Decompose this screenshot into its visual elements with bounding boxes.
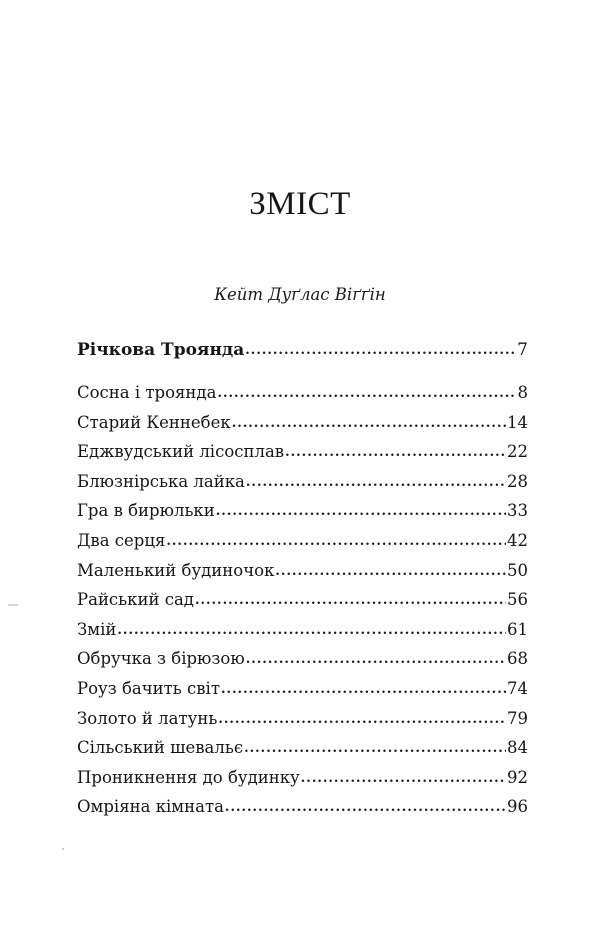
toc-entry: [77, 413, 528, 443]
toc-entry-page: 61: [507, 619, 528, 639]
toc-entry-title: Сільський шевальє: [77, 738, 244, 758]
toc-entry-title: Еджвудський лісосплав: [77, 442, 285, 462]
dot-leader: [225, 796, 506, 815]
dot-leader: [246, 648, 506, 667]
toc-entry: [77, 620, 528, 650]
toc-entry-page: 14: [507, 412, 528, 432]
toc-entry-page: 56: [507, 590, 528, 610]
dot-leader: [232, 412, 506, 431]
toc-entry-title: Сосна і троянда: [77, 383, 217, 402]
toc-part-title: Річкова Троянда: [77, 340, 245, 360]
toc-entry-title: Райський сад: [77, 590, 194, 610]
toc-entry-page: 68: [507, 649, 528, 669]
toc-entry-page: 8: [517, 383, 528, 402]
toc-entry-title: Старий Кеннебек: [77, 412, 231, 432]
toc-entry: [77, 797, 528, 827]
dot-leader: [245, 339, 516, 359]
toc-entry-title: Золото й латунь: [77, 708, 218, 728]
toc-entry-page: 96: [507, 797, 528, 817]
dot-leader: [195, 589, 506, 608]
toc-entry: [77, 531, 528, 561]
toc-entry: [77, 709, 528, 739]
toc-entry: [77, 590, 528, 620]
toc-entry-title: Гра в бирюльки: [77, 501, 215, 521]
page-title: ЗМІСТ: [249, 186, 351, 222]
dot-leader: [244, 737, 506, 756]
dot-leader: [301, 767, 506, 786]
dot-leader: [166, 530, 506, 549]
dot-leader: [217, 382, 516, 401]
toc-entry: [77, 501, 528, 531]
toc-entry-page: 50: [507, 560, 528, 580]
toc-entry-page: 28: [507, 471, 528, 491]
dot-leader: [117, 619, 506, 638]
scan-speck: [8, 604, 18, 606]
toc-entry: [77, 768, 528, 798]
scan-speck: [62, 848, 64, 850]
toc-entry-page: 84: [507, 738, 528, 758]
dot-leader: [275, 560, 506, 579]
dot-leader: [246, 471, 506, 490]
toc-entry: [77, 472, 528, 502]
author-name: Кейт Дуґлас Віґґін: [214, 285, 386, 304]
toc-entry: [77, 561, 528, 591]
toc-entry-title: Обручка з бірюзою: [77, 649, 245, 669]
toc-entry: [77, 738, 528, 768]
toc-part-entry: [77, 340, 528, 383]
toc-entry-title: Проникнення до будинку: [77, 767, 300, 787]
dot-leader: [285, 441, 506, 460]
dot-leader: [218, 708, 506, 727]
toc-entry-title: Змій: [77, 619, 117, 639]
toc-entry-title: Маленький будиночок: [77, 560, 275, 580]
toc-entry-title: Роуз бачить світ: [77, 678, 220, 698]
toc-entry-title: Омріяна кімната: [77, 797, 224, 817]
toc-entry-page: 33: [507, 501, 528, 521]
toc-entry-page: 92: [507, 767, 528, 787]
toc-entry: [77, 649, 528, 679]
toc-part-page: 7: [517, 340, 528, 360]
toc-entry: [77, 442, 528, 472]
dot-leader: [216, 500, 506, 519]
toc-entry-page: 79: [507, 708, 528, 728]
toc-entry-page: 74: [507, 678, 528, 698]
toc-entry-title: Блюзнірська лайка: [77, 471, 245, 491]
toc-entry: [77, 679, 528, 709]
toc-entry-page: 22: [507, 442, 528, 462]
toc-entry-title: Два серця: [77, 530, 166, 550]
toc-entry-page: 42: [507, 530, 528, 550]
table-of-contents: [77, 340, 528, 827]
dot-leader: [221, 678, 506, 697]
toc-entry: [77, 383, 528, 413]
